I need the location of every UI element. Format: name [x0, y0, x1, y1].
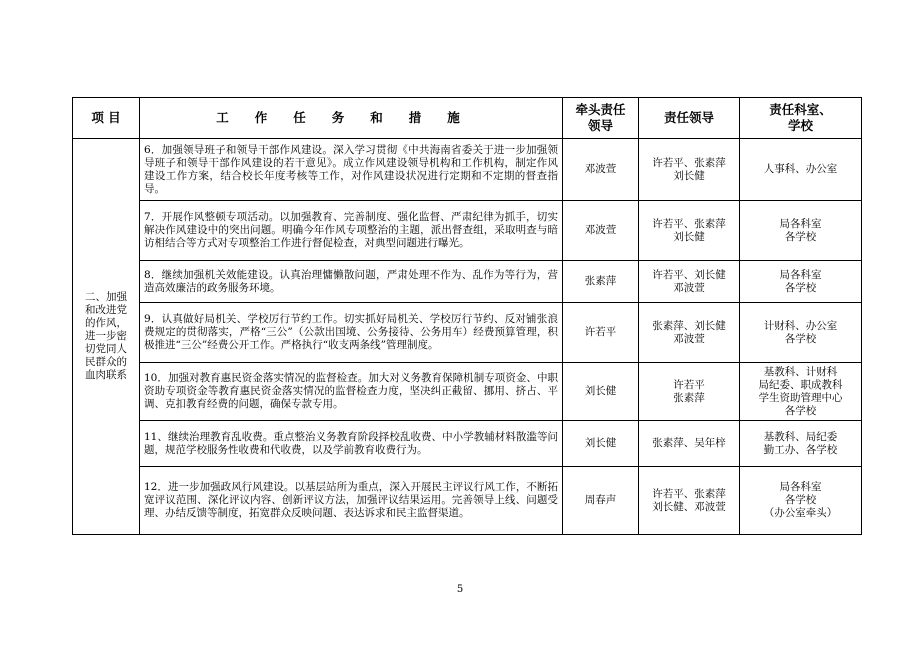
leaders-cell [639, 139, 740, 201]
office-line: 各学校 [784, 404, 817, 417]
offices-cell [740, 303, 862, 363]
table-row [73, 363, 862, 421]
lead-name: 张素萍 [584, 275, 617, 287]
header-lead-unit [563, 98, 639, 139]
leaders-cell [639, 363, 740, 421]
header-resp-office [740, 98, 862, 139]
leader-line: 许若平、张素萍 [652, 487, 726, 500]
leader-line: 许若平 [673, 378, 705, 391]
leaders-cell [639, 201, 740, 261]
office-line: 各学校 [784, 494, 817, 506]
leader-line: 邓波萱 [673, 332, 705, 345]
header-office-line-2: 学校 [787, 118, 813, 133]
task-text: 8．继续加强机关效能建设。认真治理慵懒散问题，严肃处理不作为、乱作为等行为，营造高效廉洁的政务服务环境。 [140, 261, 563, 303]
lead-cell [563, 139, 639, 201]
category-cell [73, 139, 140, 535]
table-row [73, 467, 862, 535]
header-item: 项 目 [73, 98, 140, 139]
task-text: 9．认真做好局机关、学校厉行节约工作。切实抓好局机关、学校厉行节约、反对铺张浪费规定的贯彻落实，严格“三公”（公款出国境、公务接待、公务用车）经费预算管理，积极推进“三公”经费公开工作。严格执行“收支两条线”管理制度。 [140, 303, 563, 363]
category-line: 切党同人 [85, 343, 127, 355]
office-line: 各学校 [784, 332, 817, 345]
offices-cell [740, 261, 862, 303]
lead-name: 邓波萱 [584, 163, 617, 175]
leader-line: 张素萍 [673, 391, 705, 404]
office-line: 勤工办、各学校 [763, 443, 838, 456]
office-line: 局纪委、职成教科 [758, 378, 843, 391]
office-line: 基教科、局纪委 [763, 430, 838, 443]
offices-cell [740, 421, 862, 467]
leader-line: 许若平、张素萍 [652, 217, 726, 230]
leaders-cell [639, 303, 740, 363]
category-line: 民群众的 [85, 356, 127, 368]
category-line: 进一步密 [85, 330, 127, 342]
lead-cell [563, 467, 639, 535]
office-line: 计财科、办公室 [763, 319, 838, 332]
leader-line: 刘长健 [673, 230, 705, 243]
lead-cell [563, 303, 639, 363]
leader-line: 张素萍、吴年梓 [652, 437, 726, 449]
lead-cell [563, 421, 639, 467]
leader-line: 张素萍、刘长健 [652, 319, 726, 332]
leaders-cell [639, 467, 740, 535]
page-number: 5 [456, 584, 464, 595]
table-row [73, 201, 862, 261]
header-office-line-1: 责任科室、 [769, 102, 832, 117]
leaders-cell [639, 421, 740, 467]
office-line: 局各科室 [779, 268, 822, 281]
lead-name: 许若平 [584, 326, 617, 338]
category-line: 二、加强 [85, 291, 127, 303]
task-table [72, 97, 862, 535]
task-text: 12．进一步加强政风行风建设。以基层站所为重点，深入开展民主评议行风工作，不断拓宽评议范围、深化评议内容、创新评议方法，加强评议结果运用。完善领导上线、问题受理、办结反馈等制度，拓宽群众反映问题、表达诉求和民主监督渠道。 [140, 467, 563, 535]
table-header-row [73, 98, 862, 139]
task-text: 7．开展作风整顿专项活动。以加强教育、完善制度、强化监督、严肃纪律为抓手，切实解决作风建设中的突出问题。明确今年作风专项整治的主题，派出督查组，采取明查与暗访相结合等方式对专项整治工作进行督促检查，对典型问题进行曝光。 [140, 201, 563, 261]
table-row [73, 303, 862, 363]
leaders-cell [639, 261, 740, 303]
offices-cell [740, 467, 862, 535]
table-row [73, 139, 862, 201]
office-line: 各学校 [784, 281, 817, 294]
category-line: 血肉联系 [85, 369, 127, 381]
leader-line: 刘长健、邓波萱 [652, 500, 726, 513]
office-line: 局各科室 [779, 217, 822, 230]
leader-line: 许若平、刘长健 [652, 268, 726, 281]
header-lead-line-2: 领导 [587, 118, 613, 133]
office-line: 局各科室 [779, 481, 822, 493]
office-line: 基教科、计财科 [763, 365, 838, 378]
task-text: 10．加强对教育惠民资金落实情况的监督检查。加大对义务教育保障机制专项资金、中职资助专项资金等教育惠民资金落实情况的监督检查力度，坚决纠正截留、挪用、挤占、平调、克扣教育经费的问题，确保专款专用。 [140, 363, 563, 421]
offices-cell [740, 201, 862, 261]
offices-cell [740, 139, 862, 201]
lead-cell [563, 363, 639, 421]
task-text: 6．加强领导班子和领导干部作风建设。深入学习贯彻《中共海南省委关于进一步加强领导班子和领导干部作风建设的若干意见》。成立作风建设领导机构和工作机构，制定作风建设工作方案，结合校长年度考核等工作，对作风建设状况进行定期和不定期的督查指导。 [140, 139, 563, 201]
offices-cell [740, 363, 862, 421]
lead-cell [563, 261, 639, 303]
table-row [73, 261, 862, 303]
lead-name: 刘长健 [584, 385, 617, 397]
header-task: 工作任务和措施 [140, 98, 563, 139]
header-lead-line-1: 牵头责任 [575, 102, 626, 117]
leader-line: 邓波萱 [673, 281, 705, 294]
lead-name: 邓波萱 [584, 224, 617, 236]
lead-cell [563, 201, 639, 261]
category-line: 的作风， [85, 317, 127, 329]
leader-line: 许若平、张素萍 [652, 156, 726, 169]
office-line: 人事科、办公室 [763, 163, 838, 175]
lead-name: 刘长健 [584, 437, 617, 449]
table-row [73, 421, 862, 467]
header-resp-leader: 责任领导 [639, 98, 740, 139]
task-text: 11、继续治理教育乱收费。重点整治义务教育阶段择校乱收费、中小学教辅材料散滥等问题，规范学校服务性收费和代收费，以及学前教育收费行为。 [140, 421, 563, 467]
leader-line: 刘长健 [673, 169, 705, 182]
office-line: （办公室牵头） [763, 507, 838, 519]
lead-name: 周春声 [584, 494, 617, 506]
office-line: 各学校 [784, 230, 817, 243]
office-line: 学生资助管理中心 [758, 391, 843, 404]
category-line: 和改进党 [85, 304, 127, 316]
